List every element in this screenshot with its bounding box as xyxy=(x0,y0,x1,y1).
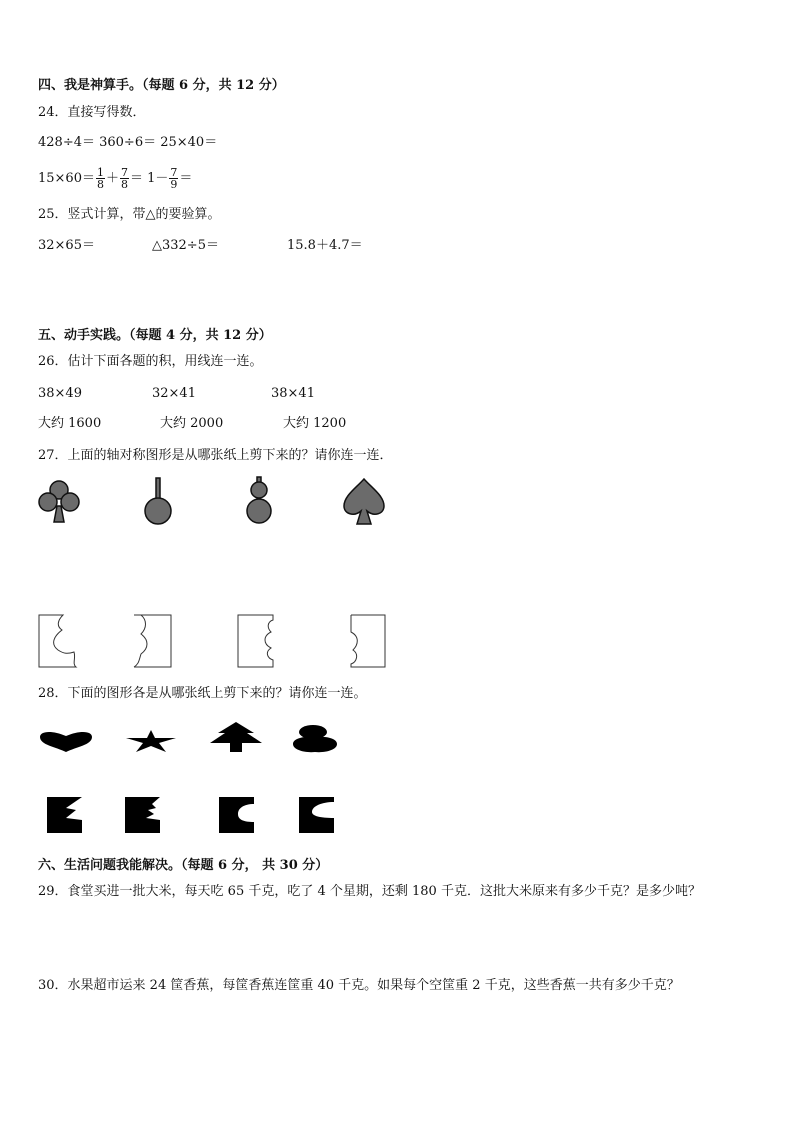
q25-item-1: 32×65＝ xyxy=(38,238,95,253)
spade-shape-icon xyxy=(341,476,387,526)
q26-estimate-2: 大约 2000 xyxy=(160,416,224,431)
section5-heading: 五、动手实践。（每题 4 分，共 12 分） xyxy=(38,328,272,343)
paper-cut-3-icon xyxy=(237,614,277,668)
club-shape-icon xyxy=(36,478,82,524)
q24-label: 24．直接写得数． xyxy=(38,105,146,120)
q26-product-3: 38×41 xyxy=(271,386,315,401)
fraction-7-9: $\frac{7}{9}$ xyxy=(170,166,178,191)
q30-text: 30．水果超市运来 24 筐香蕉，每筐香蕉连筐重 40 千克。如果每个空筐重 2 千克，这些香蕉一共有多少千克？ xyxy=(38,978,680,993)
q26-estimate-3: 大约 1200 xyxy=(283,416,347,431)
q26-product-1: 38×49 xyxy=(38,386,82,401)
q26-label: 26．估计下面各题的积，用线连一连。 xyxy=(38,354,263,369)
paper-cut-2-icon xyxy=(133,614,173,668)
star-shape-icon xyxy=(124,729,178,753)
q27-label: 27．上面的轴对称图形是从哪张纸上剪下来的？请你连一连． xyxy=(38,448,393,463)
plus-sign: ＋ xyxy=(105,171,119,186)
q24-expr-c: ＝ xyxy=(179,171,193,186)
q24-row2 xyxy=(38,165,192,193)
fraction-1-8: $\frac{1}{8}$ xyxy=(96,166,104,191)
q24-expr-b: ＝ 1－ xyxy=(130,171,169,186)
q26-estimate-1: 大约 1600 xyxy=(38,416,102,431)
black-cut-1-icon xyxy=(46,796,84,834)
q29-text: 29．食堂买进一批大米，每天吃 65 千克，吃了 4 个星期，还剩 180 千克．这批大米原来有多少千克？是多少吨？ xyxy=(38,884,701,899)
paper-cut-1-icon xyxy=(38,614,78,668)
hat-shape-icon xyxy=(291,724,339,754)
heart-shape-icon xyxy=(38,729,94,753)
q26-product-2: 32×41 xyxy=(152,386,196,401)
fraction-7-8: $\frac{7}{8}$ xyxy=(121,166,128,191)
paper-cut-4-icon xyxy=(345,614,387,668)
black-cut-2-icon xyxy=(124,796,162,834)
section6-heading: 六、生活问题我能解决。（每题 6 分， 共 30 分） xyxy=(38,858,329,873)
black-cut-3-icon xyxy=(218,796,256,834)
q24-expr-a: 15×60＝ xyxy=(38,171,95,186)
ball-with-stick-icon xyxy=(141,476,175,526)
q24-row1: 428÷4＝ 360÷6＝ 25×40＝ xyxy=(38,135,218,150)
q25-label: 25．竖式计算，带△的要验算。 xyxy=(38,207,221,222)
q25-item-3: 15.8＋4.7＝ xyxy=(287,238,363,253)
q25-item-2: △332÷5＝ xyxy=(152,238,219,253)
gourd-shape-icon xyxy=(242,476,276,526)
black-cut-4-icon xyxy=(298,796,336,834)
q28-label: 28．下面的图形各是从哪张纸上剪下来的？请你连一连。 xyxy=(38,686,367,701)
tree-shape-icon xyxy=(208,721,264,753)
section4-heading: 四、我是神算手。（每题 6 分，共 12 分） xyxy=(38,78,285,93)
